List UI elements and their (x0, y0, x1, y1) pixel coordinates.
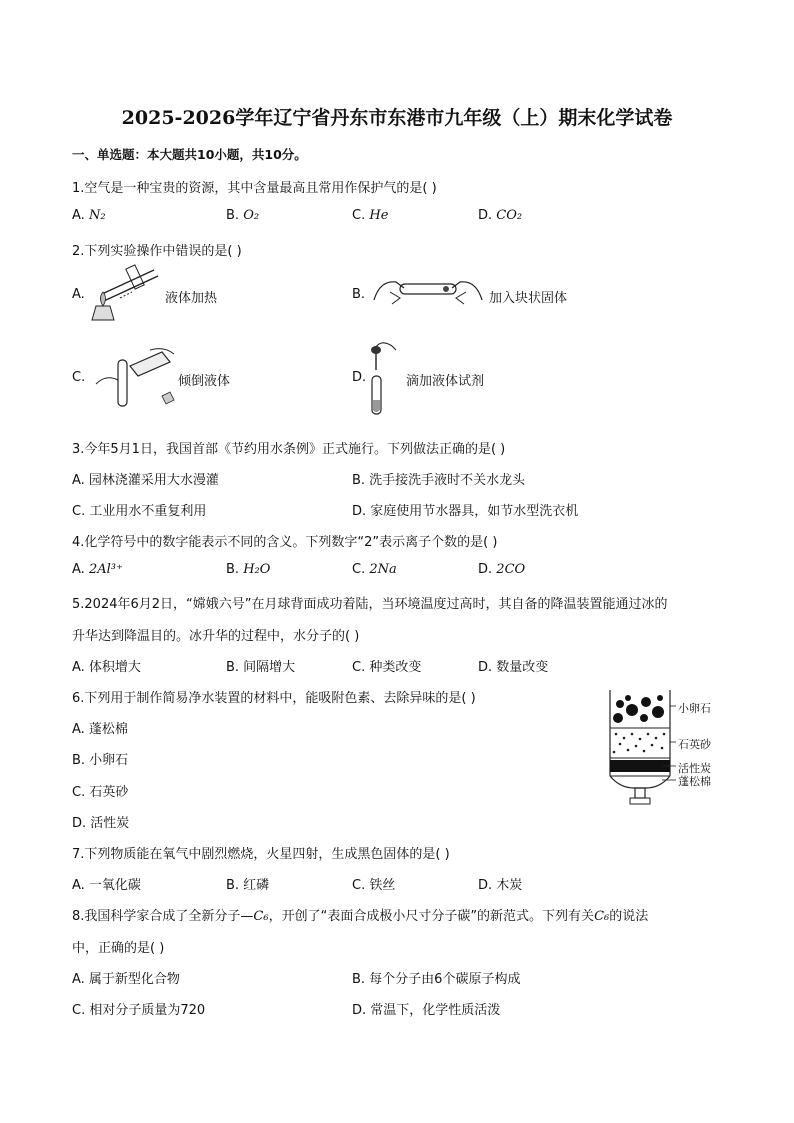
q7-option-b[interactable]: B. 红磷 (226, 878, 270, 893)
question-5-stem-line1: 5.2024年6月2日，“嫦娥六号”在月球背面成功着陆，当环境温度过高时，其自备的降温装置能通过冰的 (72, 597, 668, 612)
q5-option-c[interactable]: C. 种类改变 (352, 660, 422, 675)
page-title: 2025-2026学年辽宁省丹东市东港市九年级（上）期末化学试卷 (121, 107, 673, 129)
q3-option-a[interactable]: A. 园林浇灌采用大水漫灌 (72, 473, 219, 488)
question-2-stem: 2.下列实验操作中错误的是( ) (72, 244, 242, 259)
q2-option-b[interactable]: B. (352, 287, 366, 302)
q4-option-c[interactable]: C. 2Na (352, 562, 397, 577)
pouring-liquid-illustration (90, 346, 178, 410)
q1-option-b[interactable]: B. O₂ (226, 208, 260, 223)
q3-option-b[interactable]: B. 洗手接洗手液时不关水龙头 (352, 473, 526, 488)
q1-option-c[interactable]: C. He (352, 208, 389, 223)
question-1-stem: 1.空气是一种宝贵的资源，其中含量最高且常用作保护气的是( ) (72, 181, 437, 196)
q6-option-d[interactable]: D. 活性炭 (72, 816, 130, 831)
q7-option-d[interactable]: D. 木炭 (478, 878, 523, 893)
q8-option-b[interactable]: B. 每个分子由6个碳原子构成 (352, 972, 521, 987)
question-8-stem-line2: 中，正确的是( ) (72, 941, 165, 956)
q2-c-label: 倾倒液体 (178, 374, 231, 389)
q5-option-a[interactable]: A. 体积增大 (72, 660, 141, 675)
q7-option-a[interactable]: A. 一氧化碳 (72, 878, 141, 893)
q8-option-c[interactable]: C. 相对分子质量为720 (72, 1003, 206, 1018)
q1-option-d[interactable]: D. CO₂ (478, 208, 523, 223)
q2-d-label: 滴加液体试剂 (406, 374, 485, 389)
q4-option-a[interactable]: A. 2Al³⁺ (72, 562, 123, 577)
q3-option-d[interactable]: D. 家庭使用节水器具，如节水型洗衣机 (352, 504, 579, 519)
q2-option-d[interactable]: D. (352, 370, 367, 385)
q4-option-b[interactable]: B. H₂O (226, 562, 271, 577)
q6-option-b[interactable]: B. 小卵石 (72, 753, 129, 768)
q2-b-label: 加入块状固体 (489, 291, 568, 306)
heating-liquid-illustration (84, 262, 164, 328)
question-8-stem-line1: 8.我国科学家合成了全新分子—C₆，开创了“表面合成极小尺寸分子碳”的新范式。下列有关C₆的说法 (72, 909, 649, 924)
q2-option-c[interactable]: C. (72, 370, 86, 385)
filter-label-pebbles: 小卵石 (678, 702, 711, 715)
question-6-stem: 6.下列用于制作简易净水装置的材料中，能吸附色素、去除异味的是( ) (72, 691, 476, 706)
q8-option-d[interactable]: D. 常温下，化学性质活泼 (352, 1003, 501, 1018)
q8-option-a[interactable]: A. 属于新型化合物 (72, 972, 180, 987)
filter-label-quartz-sand: 石英砂 (678, 738, 711, 751)
question-4-stem: 4.化学符号中的数字能表示不同的含义。下列数字“2”表示离子个数的是( ) (72, 535, 498, 550)
q3-option-c[interactable]: C. 工业用水不重复利用 (72, 504, 207, 519)
q5-option-d[interactable]: D. 数量改变 (478, 660, 549, 675)
q6-option-c[interactable]: C. 石英砂 (72, 785, 129, 800)
q4-option-d[interactable]: D. 2CO (478, 562, 526, 577)
question-5-stem-line2: 升华达到降温目的。冰升华的过程中，水分子的( ) (72, 629, 360, 644)
adding-solid-illustration (370, 270, 486, 314)
q6-option-a[interactable]: A. 蓬松棉 (72, 722, 128, 737)
q2-a-label: 液体加热 (165, 291, 218, 306)
dropping-reagent-illustration (362, 336, 406, 418)
question-7-stem: 7.下列物质能在氧气中剧烈燃烧，火星四射，生成黑色固体的是( ) (72, 847, 450, 862)
filter-label-cotton: 蓬松棉 (678, 775, 711, 788)
q5-option-b[interactable]: B. 间隔增大 (226, 660, 296, 675)
q2-option-a[interactable]: A. (72, 287, 85, 302)
question-3-stem: 3.今年5月1日，我国首部《节约用水条例》正式施行。下列做法正确的是( ) (72, 442, 506, 457)
q1-option-a[interactable]: A. N₂ (72, 208, 106, 223)
q7-option-c[interactable]: C. 铁丝 (352, 878, 396, 893)
section-heading: 一、单选题：本大题共10小题，共10分。 (72, 147, 307, 162)
filter-label-activated-carbon: 活性炭 (678, 762, 711, 775)
